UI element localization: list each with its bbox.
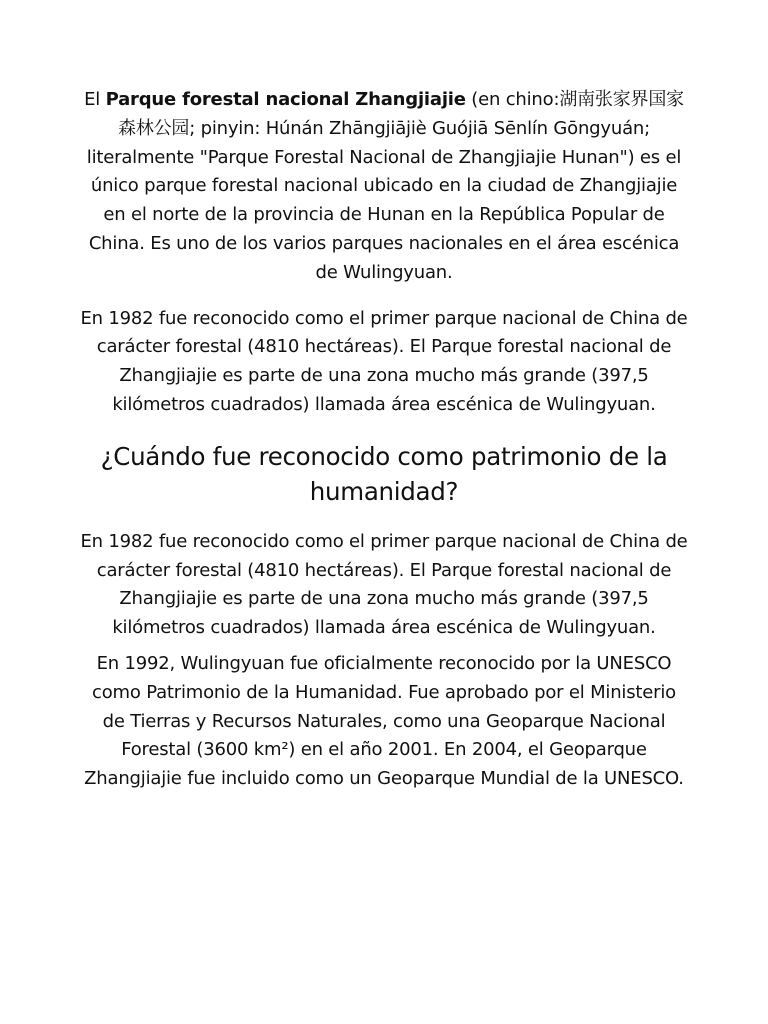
country-link[interactable]: República Popular de China — [88, 204, 665, 254]
city-link[interactable]: Zhangjiajie — [579, 175, 678, 197]
intro-text-1: (en chino:湖南张家界国家森林公园; pinyin: Húnán Zhāngjiājiè Guójiā Sēnlín Gōngyuán; literalmente "Parque Forestal Nacional de Zhangjiajie Hunan") es el único parque forestal nacional ubicado en la ciudad de — [86, 89, 684, 197]
intro-text-5: . — [447, 261, 453, 283]
park-name-link[interactable]: Parque forestal nacional Zhangjiajie — [105, 89, 466, 110]
section-heading: ¿Cuándo fue reconocido como patrimonio de la humanidad? — [100, 441, 668, 506]
intro-paragraph — [80, 86, 688, 288]
province-link[interactable]: Hunan — [367, 204, 425, 226]
intro-text-3: en la — [424, 204, 480, 226]
document-page — [80, 86, 688, 794]
intro-text-4: . Es uno de los varios parques nacionales en el área escénica de — [139, 232, 680, 283]
intro-text-2: en el norte de la provincia de — [103, 204, 368, 226]
intro-text-el: El — [84, 89, 106, 110]
area-link[interactable]: Wulingyuan — [343, 261, 447, 283]
paragraph-1992: En 1992, Wulingyuan fue oficialmente reconocido por la UNESCO como Patrimonio de la Humanidad. Fue aprobado por el Ministerio de Tierras y Recursos Naturales, como una Geoparque Nacional Forestal (3600 km²) en el año 2001. En 2004, el Geoparque Zhangjiajie fue incluido como un Geoparque Mundial de la UNESCO. — [84, 652, 684, 790]
paragraph-1982-second: En 1982 fue reconocido como el primer parque nacional de China de carácter forestal (4810 hectáreas). El Parque forestal nacional de Zhangjiajie es parte de una zona mucho más grande (397,5 kilómetros cuadrados) llamada área escénica de Wulingyuan. — [80, 530, 688, 639]
paragraph-1982-first: En 1982 fue reconocido como el primer parque nacional de China de carácter forestal (4810 hectáreas). El Parque forestal nacional de Zhangjiajie es parte de una zona mucho más grande (397,5 kilómetros cuadrados) llamada área escénica de Wulingyuan. — [80, 307, 688, 415]
